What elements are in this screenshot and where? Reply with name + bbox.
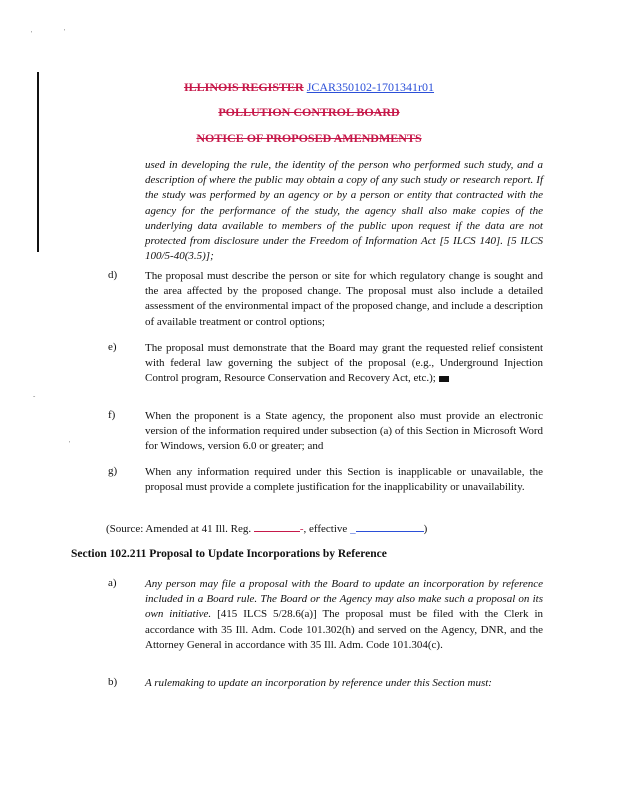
item-text: The proposal must describe the person or site for which regulatory change is sought and the area affected by the proposed change. The proposal must also include a detailed assessment of the environmental impact of the proposed change, and include a description of available treatment or control options;: [145, 270, 543, 328]
item-text-content: The proposal must demonstrate that the Board may grant the requested relief consistent with federal law governing the subject of the proposal (e.g., Underground Injection Control program, Resource Conservation and Recovery Act, etc.);: [145, 342, 543, 385]
revision-bar: [37, 72, 39, 252]
section-heading: Section 102.211 Proposal to Update Incorporations by Reference: [71, 548, 387, 560]
item-label: f): [108, 409, 116, 421]
source-prefix: (Source: Amended at 41 Ill. Reg.: [106, 523, 252, 535]
subsection-a-normal: [415 ILCS 5/28.6(a)] The proposal must be filed with the Clerk in accordance with 35 Ill. Adm. Code 101.302(h) and served on the Agency, DNR, and the Attorney General in accordance with 35 Ill. Adm. Code 101.304(c).: [145, 608, 544, 651]
item-label: g): [108, 465, 118, 477]
item-label: d): [108, 269, 118, 281]
scan-speck: ': [31, 30, 33, 38]
source-blank: [254, 521, 300, 532]
item-text: When the proponent is a State agency, the proponent also must provide an electronic version of the information required under subsection (a) of this Section in Microsoft Word for Windows, version 6.0 or greater; and: [145, 410, 543, 453]
docket-header: [0, 80, 618, 95]
subsection-a-italic: Any person may file a proposal with the Board to update an incorporation by reference included in a Board rule. The Board or the Agency may also make such a proposal on its own initiative.: [145, 578, 543, 621]
scan-speck: -: [33, 392, 36, 400]
scan-speck: ': [64, 28, 66, 36]
continuation-paragraph: used in developing the rule, the identity of the person who performed such study, and a description of where the public may obtain a copy of any such study or research report. If the study was performed by an agency or by a person or entity that contracted with the agency for the performance of the study, the agency shall also make copies of the underlying data available to members of the public upon request if the data are not protected from disclosure under the Freedom of Information Act [5 ILCS 140]. [5 ILCS 100/5-40(3.5)];: [145, 159, 543, 263]
subsection-label: b): [108, 676, 118, 688]
redaction-box: [439, 376, 449, 382]
source-middle: , effective: [303, 523, 348, 535]
item-label: e): [108, 341, 117, 353]
subsection-label: a): [108, 577, 117, 589]
notice-header: NOTICE OF PROPOSED AMENDMENTS: [196, 131, 422, 145]
source-note: (Source: Amended at 41 Ill. Reg. -, effective _ ): [106, 523, 428, 535]
subsection-b-text: A rulemaking to update an incorporation by reference under this Section must:: [145, 677, 492, 689]
agency-header: POLLUTION CONTROL BOARD: [218, 105, 400, 119]
scan-speck: ': [69, 440, 71, 448]
source-blank-effective: [356, 521, 424, 532]
subsection-a-text: [145, 577, 543, 653]
docket-id: JCAR350102-1701341r01: [306, 80, 435, 94]
item-text: When any information required under this Section is inapplicable or unavailable, the proposal must provide a complete justification for the inapplicability or unavailability.: [145, 466, 543, 494]
item-text: [145, 341, 543, 387]
source-suffix: ): [423, 523, 428, 535]
docket-struck: ILLINOIS REGISTER: [183, 80, 304, 94]
